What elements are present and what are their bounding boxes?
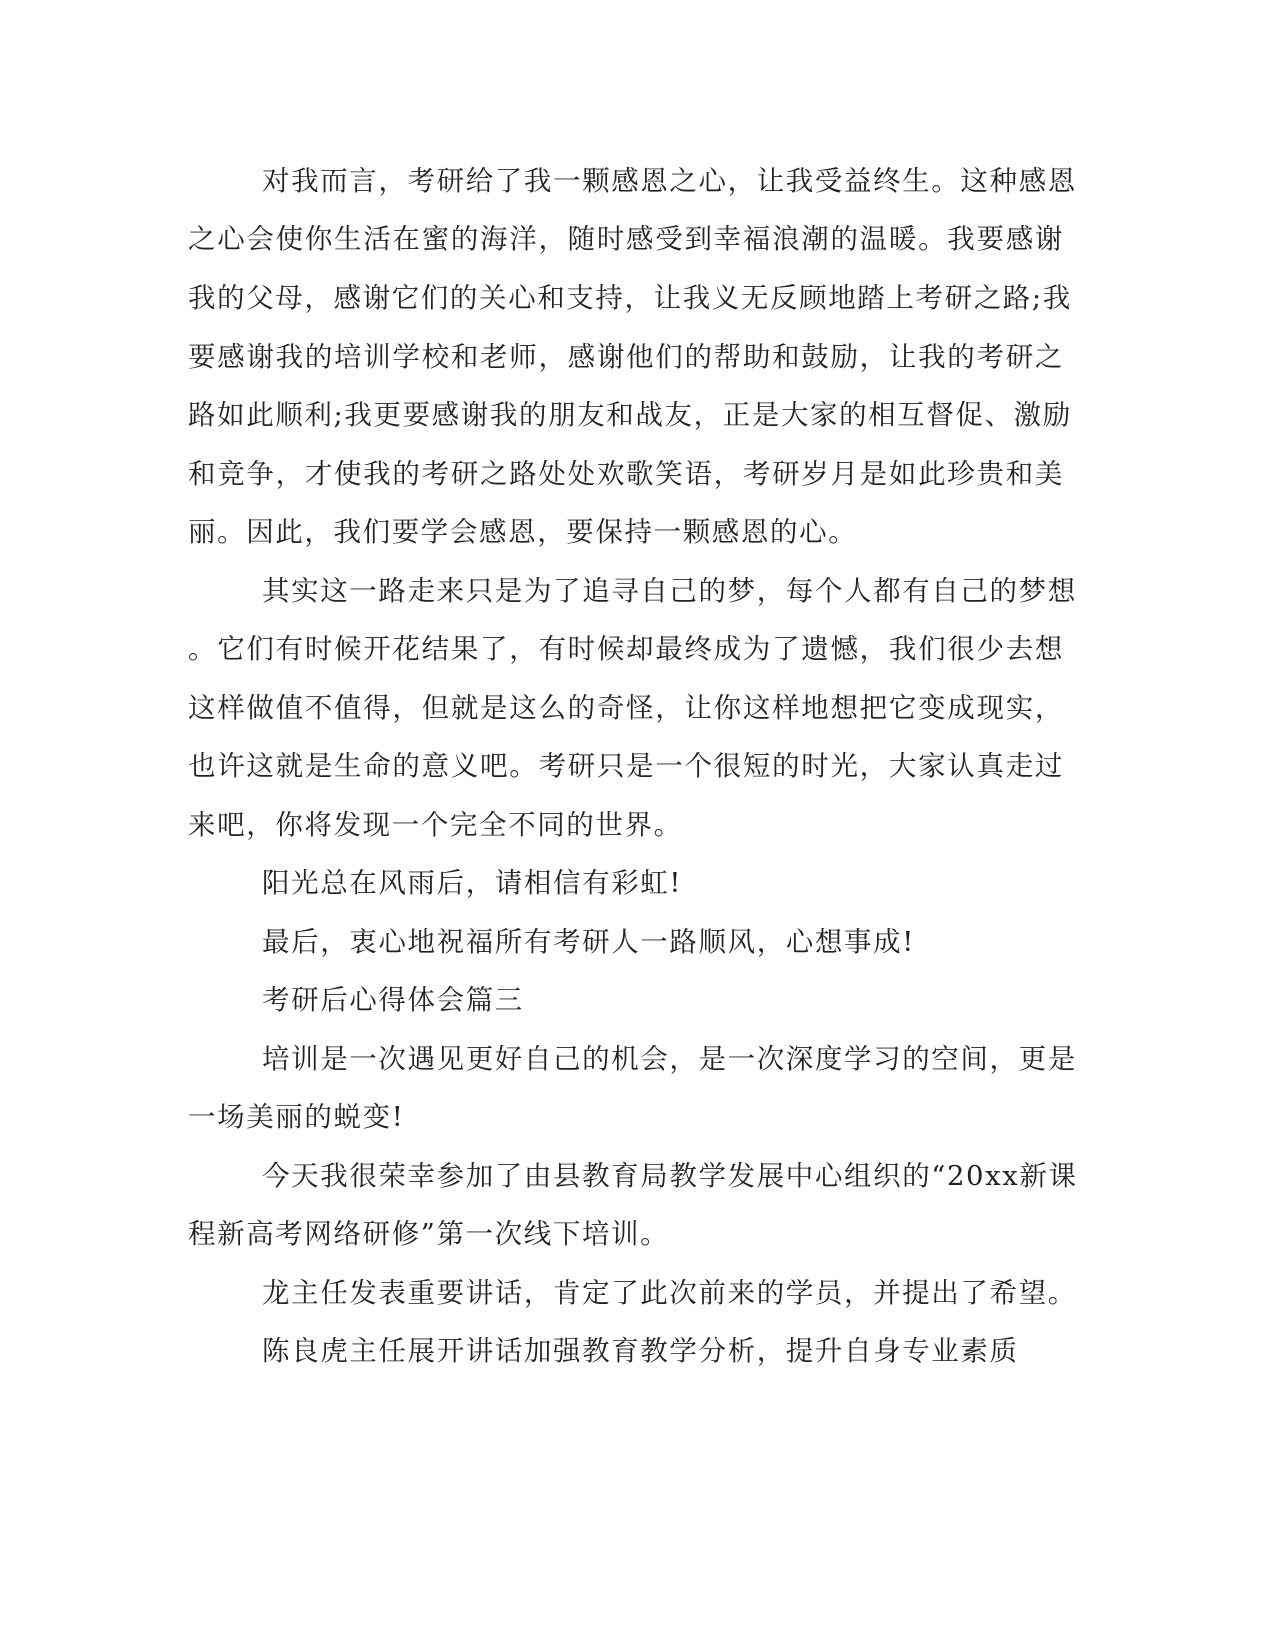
text-line: 这样做值不值得，但就是这么的奇怪，让你这样地想把它变成现实，: [188, 692, 1064, 724]
text-line: 要感谢我的培训学校和老师，感谢他们的帮助和鼓励，让我的考研之: [188, 341, 1064, 373]
text-line: 之心会使你生活在蜜的海洋，随时感受到幸福浪潮的温暖。我要感谢: [188, 223, 1064, 255]
text-line: 和竞争，才使我的考研之路处处欢歌笑语，考研岁月是如此珍贵和美: [188, 458, 1064, 490]
paragraph-sunshine: 阳光总在风雨后，请相信有彩虹!: [262, 867, 683, 899]
text-line: 程新高考网络研修”第一次线下培训。: [188, 1218, 670, 1250]
text-line: 丽。因此，我们要学会感恩，要保持一颗感恩的心。: [188, 516, 858, 548]
text-line: 其实这一路走来只是为了追寻自己的梦，每个人都有自己的梦想: [262, 575, 1077, 607]
text-line: 对我而言，考研给了我一颗感恩之心，让我受益终生。这种感恩: [262, 165, 1077, 197]
text-line: 。它们有时候开花结果了，有时候却最终成为了遗憾，我们很少去想: [188, 633, 1064, 665]
text-line: 一场美丽的蜕变!: [188, 1101, 405, 1133]
text-line: 也许这就是生命的意义吧。考研只是一个很短的时光，大家认真走过: [188, 750, 1064, 782]
paragraph-blessing: 最后，衷心地祝福所有考研人一路顺风，心想事成!: [262, 926, 915, 958]
section-heading: 考研后心得体会篇三: [262, 984, 524, 1016]
paragraph-director-chen: 陈良虎主任展开讲话加强教育教学分析，提升自身专业素质: [262, 1335, 1019, 1367]
text-line: 路如此顺利;我更要感谢我的朋友和战友，正是大家的相互督促、激励: [188, 399, 1072, 431]
text-line: 我的父母，感谢它们的关心和支持，让我义无反顾地踏上考研之路;我: [188, 282, 1072, 314]
paragraph-director-long: 龙主任发表重要讲话，肯定了此次前来的学员，并提出了希望。: [262, 1277, 1077, 1309]
text-line: 培训是一次遇见更好自己的机会，是一次深度学习的空间，更是: [262, 1043, 1077, 1075]
text-line: 今天我很荣幸参加了由县教育局教学发展中心组织的“20xx新课: [262, 1160, 1078, 1192]
text-line: 来吧，你将发现一个完全不同的世界。: [188, 809, 683, 841]
